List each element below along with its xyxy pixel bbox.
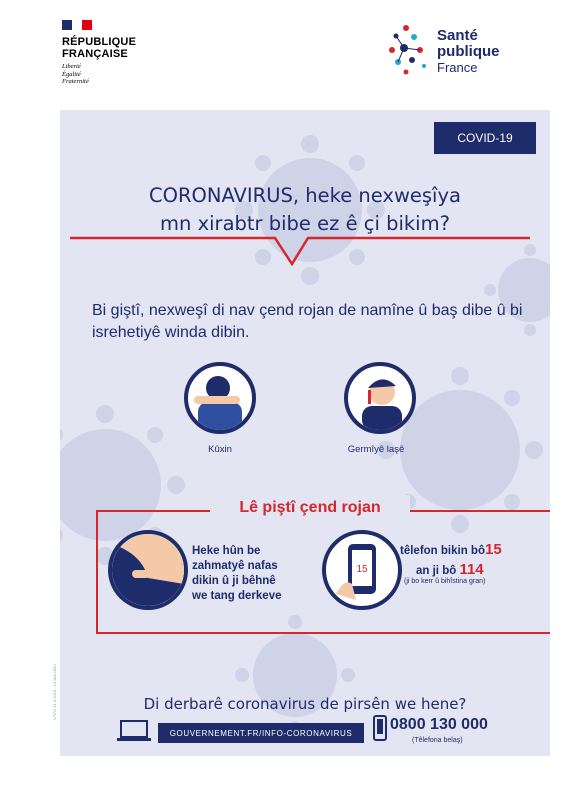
breathing-symptom-text: Heke hûn be zahmatyê nafas dikin û ji bêhnê we tang derkeve (192, 545, 282, 602)
call-label-2: an ji bô (416, 565, 457, 577)
spf-line-3: France (437, 60, 478, 75)
spf-line-2: publique (437, 43, 500, 60)
spf-line-1: Santé (437, 27, 478, 44)
emergency-number-114: 114 (459, 561, 484, 578)
side-reference: N°CVI 31.3.2020 - 13 Mai 2020 (52, 664, 57, 720)
laptop-icon (116, 718, 152, 744)
free-phone-number[interactable]: 0800 130 000 (390, 716, 488, 733)
later-title: Lê piştî çend rojan (239, 499, 381, 516)
coughing-person-icon (184, 362, 256, 434)
feverish-person-icon (344, 362, 416, 434)
sante-publique-logo-icon (386, 22, 434, 80)
info-url-link[interactable]: GOUVERNEMENT.FR/INFO-CORONAVIRUS (158, 723, 364, 743)
sante-publique-france-name (437, 28, 500, 76)
breathing-difficulty-icon (108, 530, 188, 610)
fever-caption: Germîyê laşê (347, 444, 405, 455)
cough-caption: Kûxin (208, 444, 232, 455)
mobile-phone-icon (372, 715, 388, 741)
republique-francaise-title: RÉPUBLIQUE FRANÇAISE (62, 36, 137, 60)
poster-panel (60, 110, 550, 756)
call-114-text (416, 561, 484, 578)
call-15-text (400, 541, 502, 558)
phone-call-icon (322, 530, 402, 610)
free-phone-note: (Têlefona belaş) (412, 737, 463, 744)
poster-headline (60, 182, 550, 238)
call-label-1: têlefon bikin bô (400, 545, 485, 557)
headline-line-2: mn xirabtr bibe ez ê çi bikim? (160, 212, 450, 235)
call-note: (ji bo kerr û bihîstina gran) (404, 578, 486, 585)
emergency-number-15: 15 (484, 541, 502, 558)
phone-screen-number: 15 (356, 564, 368, 575)
republique-flag-logo (62, 20, 92, 30)
info-question: Di derbarê coronavirus de pirsên we hene? (143, 695, 467, 713)
headline-line-1: CORONAVIRUS, heke nexweşîya (149, 184, 461, 207)
intro-text: Bi giştî, nexweşî di nav çend rojan de namîne û baş dibe û bi isrehetiyê winda dibin. (92, 302, 523, 341)
covid-19-tag: COVID-19 (434, 122, 536, 154)
speech-bubble-tail-icon (70, 236, 530, 266)
republique-motto: Liberté Égalité Fraternité (62, 63, 89, 85)
